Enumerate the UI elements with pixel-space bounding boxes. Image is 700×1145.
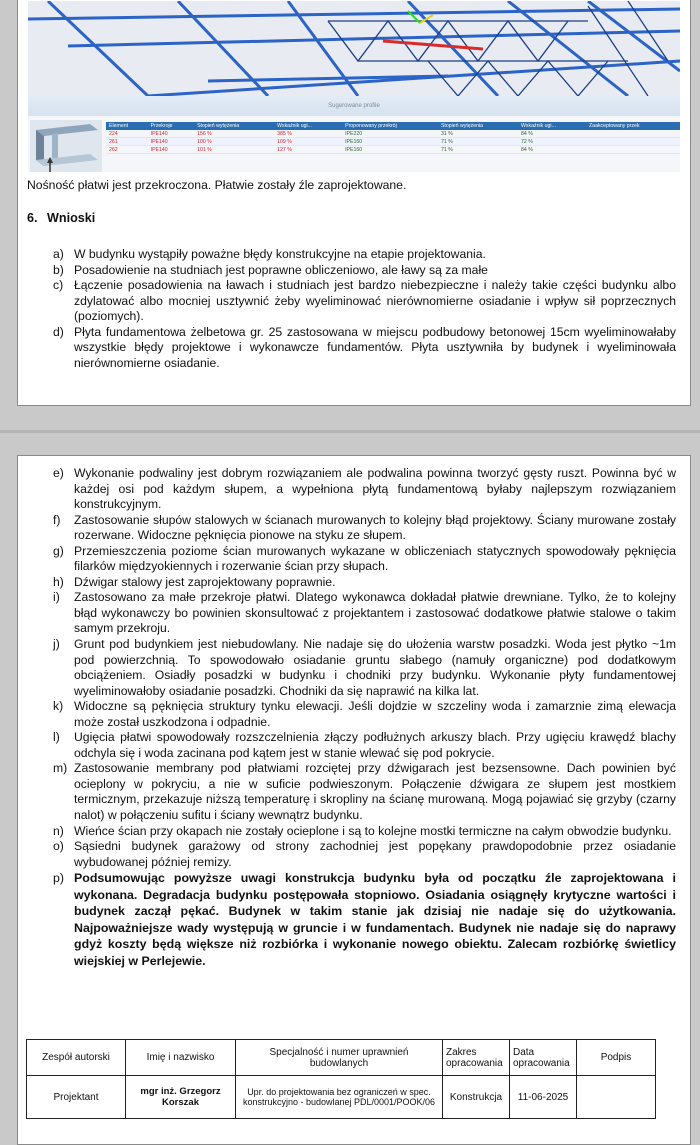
- header-cell: Imię i nazwisko: [126, 1040, 236, 1076]
- table-cell: IPE140: [148, 146, 194, 154]
- list-item: [53, 278, 676, 325]
- list-text: Widoczne są pęknięcia struktury tynku elewacji. Jeśli dojdzie w szczeliny woda i zamarznie zimą elewacja może został uszkodzona i odpadnie.: [74, 699, 676, 729]
- page-separator: [0, 430, 700, 433]
- column-header[interactable]: Zaakceptowany przek: [586, 122, 680, 130]
- table-cell: 156 %: [194, 130, 274, 138]
- header-cell: Specjalność i numer uprawnień budowlanych: [236, 1040, 443, 1076]
- list-marker: d): [53, 324, 64, 339]
- list-text: Wieńce ścian przy okapach nie zostały ocieplone i są to kolejne mostki termiczne na całym obwodzie budynku.: [74, 823, 672, 838]
- conclusions-list-page1: [53, 247, 676, 371]
- list-marker: c): [53, 278, 64, 293]
- list-marker: n): [53, 823, 64, 838]
- column-header[interactable]: Przekroje: [148, 122, 194, 130]
- list-marker: k): [53, 699, 64, 714]
- column-header[interactable]: Stopień wytężenia: [194, 122, 274, 130]
- header-cell: Data opracowania: [510, 1040, 577, 1076]
- table-row[interactable]: [106, 146, 680, 154]
- list-marker: h): [53, 574, 64, 589]
- list-marker: b): [53, 262, 64, 277]
- list-text: Zastosowano za małe przekroje płatwi. Dlatego wykonawca dokładał płatwie drewniane. Tylko, że to kolejny błąd wykonawczy bo powinien skonsultować z projektantem i zastosować dodatkowe płatwie stalowe o takim samym przekroju.: [74, 590, 676, 636]
- list-text: Zastosowanie słupów stalowych w ścianach murowanych to kolejny błąd projektowy. Ściany murowane zostały rozerwane. Widoczne pęknięcia pionowe na styku ze słupem.: [74, 512, 676, 543]
- list-text: Posadowienie na studniach jest poprawne obliczeniowo, ale ławy są za małe: [74, 262, 488, 277]
- list-item: [53, 263, 676, 279]
- list-text: Wykonanie podwaliny jest dobrym rozwiązaniem ale podwalina powinna tworzyć gęsty ruszt. Powinna być w każdej osi pod każdym słupem, a wypełniona płytą fundamentową byłaby najlepszym rozwiązaniem konstrukcyjnym.: [74, 466, 676, 512]
- list-marker: f): [53, 512, 61, 527]
- capacity-note: Nośność płatwi jest przekroczona. Płatwie zostały źle zaprojektowane.: [27, 178, 407, 192]
- list-marker: g): [53, 543, 64, 558]
- conclusions-list-page2: [53, 466, 676, 969]
- date-cell: 11-06-2025: [510, 1076, 577, 1119]
- section-title: Wnioski: [47, 211, 96, 225]
- table-cell: 224: [106, 130, 148, 138]
- table-cell: 71 %: [438, 146, 518, 154]
- role-cell: Projektant: [27, 1076, 126, 1119]
- list-item: [53, 761, 676, 823]
- table-cell: 262: [106, 146, 148, 154]
- list-marker: a): [53, 247, 64, 261]
- table-cell: 84 %: [518, 130, 586, 138]
- panel-title: Sugerowane profile: [28, 96, 680, 116]
- column-header[interactable]: Proponowany przekrój: [342, 122, 438, 130]
- table-cell: 72 %: [518, 138, 586, 146]
- table-cell: [586, 138, 680, 146]
- table-cell: 71 %: [438, 138, 518, 146]
- table-cell: [586, 130, 680, 138]
- list-item: [53, 637, 676, 699]
- table-cell: IPE160: [342, 146, 438, 154]
- table-cell: IPE220: [342, 130, 438, 138]
- suggested-profiles-table: [106, 122, 680, 154]
- table-row[interactable]: [106, 130, 680, 138]
- section-heading: [27, 211, 95, 225]
- table-cell: 100 %: [194, 138, 274, 146]
- document-page-1: [17, 0, 691, 406]
- suggested-profiles-panel: [28, 96, 680, 172]
- list-item: [53, 730, 676, 761]
- list-item: [53, 513, 676, 544]
- list-item: [53, 590, 676, 637]
- list-text: Zastosowanie membrany pod płatwiami rozciętej przy dźwigarach jest bezsensowne. Dach powinien być ocieplony w pokryciu, a nie w suficie podwieszonym. Połączenie dźwigara ze słupem jest mostkiem termicznym, przekazuje niższą temperaturę i skropliny na ścianę murowaną. Mogą pojawiać się grzyby (czarny nalot) w połączeniu sufitu i ściany wewnątrz budynku.: [74, 761, 676, 823]
- table-cell: 109 %: [274, 138, 342, 146]
- list-text: Ugięcia płatwi spowodowały rozszczelnienia złączy podłużnych arkuszy blach. Przy ugięciu krawędź blachy odchyla się i woda zacinana pod kątem jest w stanie wlewać się pod pokrycie.: [74, 730, 676, 760]
- list-item: [53, 325, 676, 372]
- table-cell: IPE160: [342, 138, 438, 146]
- summary-list-item: [53, 870, 676, 969]
- scope-cell: Konstrukcja: [443, 1076, 510, 1119]
- table-cell: 261: [106, 138, 148, 146]
- list-item: [53, 824, 676, 840]
- truss-drawing: [28, 1, 680, 96]
- table-cell: 127 %: [274, 146, 342, 154]
- table-row[interactable]: [106, 138, 680, 146]
- list-item: [53, 544, 676, 575]
- table-cell: 31 %: [438, 130, 518, 138]
- list-text: Sąsiedni budynek garażowy od strony zachodniej jest popękany prawdopodobnie przez osiadanie wybudowanej później remizy.: [74, 839, 676, 869]
- signature-table-header: [27, 1040, 656, 1076]
- list-marker: o): [53, 839, 64, 854]
- table-cell: 385 %: [274, 130, 342, 138]
- header-cell: Zespół autorski: [27, 1040, 126, 1076]
- table-cell: 101 %: [194, 146, 274, 154]
- column-header[interactable]: Wskaźnik ugi...: [274, 122, 342, 130]
- qualifications-cell: Upr. do projektowania bez ograniczeń w spec. konstrukcyjno - budowlanej PDL/0001/POOK/06: [236, 1076, 443, 1119]
- list-item: [53, 466, 676, 513]
- ibeam-icon: [30, 120, 102, 172]
- list-marker: e): [53, 466, 64, 480]
- column-header[interactable]: Stopień wytężenia: [438, 122, 518, 130]
- list-item: [53, 839, 676, 870]
- signature-table: [26, 1039, 656, 1119]
- table-cell: 84 %: [518, 146, 586, 154]
- list-marker: j): [53, 637, 60, 652]
- list-text: Grunt pod budynkiem jest niebudowlany. Nie nadaje się do ułożenia warstw posadzki. Woda jest płytko ~1m pod powierzchnią. To spowodowało osiadanie gruntu słabego (namuły organiczne) pod dodatkowym obciążeniem. Osiadły posadzki w budynku i chodniki przy budynku. Wykonanie płyty fundamentowej wyeliminowałoby osiadanie posadzki. Chodniki da się naprawić na kilka lat.: [74, 637, 676, 698]
- table-cell: IPE140: [148, 138, 194, 146]
- column-header[interactable]: Element: [106, 122, 148, 130]
- document-page-2: [17, 455, 691, 1145]
- list-text: Przemieszczenia poziome ścian murowanych wykazane w obliczeniach statycznych spowodowały pęknięcia filarków międzyokiennych i rozerwanie ścian przy słupach.: [74, 543, 676, 574]
- table-cell: [586, 146, 680, 154]
- list-text: Dźwigar stalowy jest zaprojektowany poprawnie.: [74, 574, 336, 589]
- header-cell: Podpis: [577, 1040, 656, 1076]
- list-text: W budynku wystąpiły poważne błędy konstrukcyjne na etapie projektowania.: [74, 247, 486, 261]
- table-header-row: [106, 122, 680, 130]
- list-marker: m): [53, 761, 68, 776]
- list-item: [53, 699, 676, 730]
- section-number: 6.: [27, 211, 38, 225]
- list-text: Podsumowując powyższe uwagi konstrukcja budynku była od początku źle zaprojektowana i wykonana. Degradacja budynku postępowała stopniowo. Osiadania osiągnęły krytyczne wartości i budynek zaczął pękać. Budynek w takim stanie jak dzisiaj nie nadaje się do użytkowania. Najpoważniejsze wady występują w gruncie i w fundamentach. Budynek nie nadaje się do naprawy gdyż koszty będą większe niż rozbiórka i wykonanie nowego obiektu. Zalecam rozbiórkę świetlicy wiejskiej w Perlejewie.: [74, 871, 676, 968]
- list-text: Łączenie posadowienia na ławach i studniach jest bardzo niebezpieczne i należy takie części budynku albo zdylatować albo mocniej usztywnić żeby wyeliminować nierównomierne osiadanie i wpływ sił poprzecznych (poziomych).: [74, 278, 676, 324]
- signature-table-row: [27, 1076, 656, 1119]
- column-header[interactable]: Wskaźnik ugi...: [518, 122, 586, 130]
- author-name-cell: mgr inż. Grzegorz Korszak: [126, 1076, 236, 1119]
- list-item: [53, 575, 676, 591]
- list-marker: p): [53, 871, 65, 886]
- table-cell: IPE140: [148, 130, 194, 138]
- list-item: [53, 247, 676, 263]
- signature-cell: [577, 1076, 656, 1119]
- list-text: Płyta fundamentowa żelbetowa gr. 25 zastosowana w miejscu podbudowy betonowej 15cm wyeliminowałaby wszystkie błędy projektowe i wykonawcze fundamentów. Płyta usztywniła by budynek i wyeliminowała nierównomierne osiadanie.: [74, 324, 676, 370]
- list-marker: l): [53, 730, 60, 745]
- list-marker: i): [53, 590, 60, 605]
- header-cell: Zakres opracowania: [443, 1040, 510, 1076]
- roof-structure-3d-render: [28, 1, 680, 96]
